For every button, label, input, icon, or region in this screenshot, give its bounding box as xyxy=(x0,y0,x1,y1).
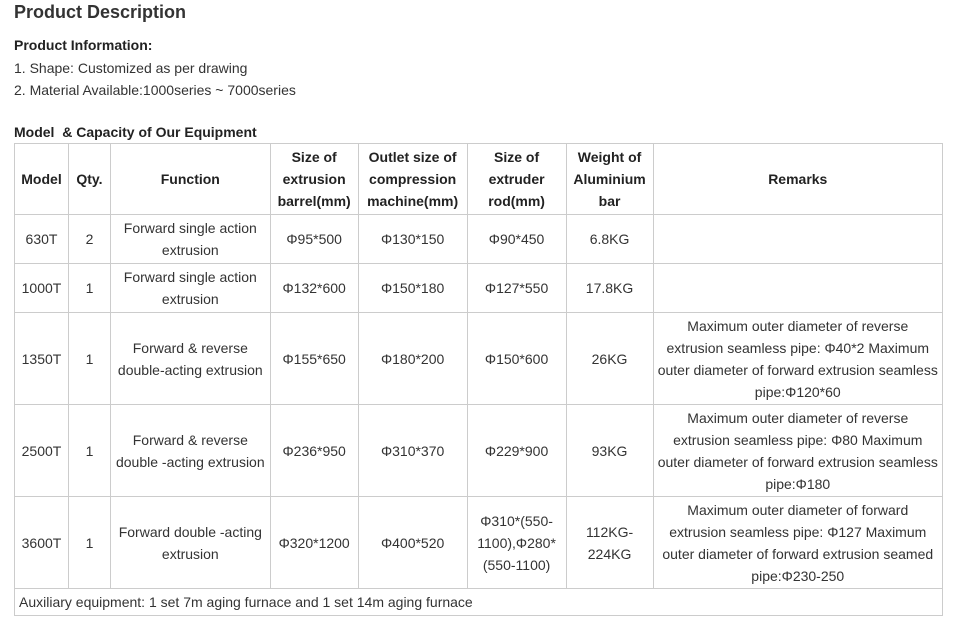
cell-qty: 1 xyxy=(68,405,110,497)
cell-qty: 1 xyxy=(68,313,110,405)
cell-bar-weight: 93KG xyxy=(566,405,653,497)
cell-barrel-size: Φ95*500 xyxy=(270,215,358,264)
info-item-material: 2. Material Available:1000series ~ 7000series xyxy=(14,82,296,98)
cell-model: 3600T xyxy=(15,497,69,589)
cell-function: Forward & reverse double -acting extrusion xyxy=(110,405,270,497)
product-information-heading: Product Information: xyxy=(14,37,153,53)
header-outlet-size: Outlet size of compression machine(mm) xyxy=(358,144,467,215)
page-title: Product Description xyxy=(14,2,187,22)
cell-remarks xyxy=(653,264,942,313)
cell-qty: 1 xyxy=(68,497,110,589)
table-row xyxy=(15,405,943,497)
cell-qty: 1 xyxy=(68,264,110,313)
info-item-shape: 1. Shape: Customized as per drawing xyxy=(14,60,248,76)
cell-bar-weight: 6.8KG xyxy=(566,215,653,264)
cell-model: 630T xyxy=(15,215,69,264)
table-header-row xyxy=(15,144,943,215)
table-row xyxy=(15,215,943,264)
cell-function: Forward double -acting extrusion xyxy=(110,497,270,589)
auxiliary-equipment-note: Auxiliary equipment: 1 set 7m aging furnace and 1 set 14m aging furnace xyxy=(15,589,943,616)
cell-remarks: Maximum outer diameter of reverse extrusion seamless pipe: Φ40*2 Maximum outer diameter of forward extrusion seamless pipe:Φ120*60 xyxy=(653,313,942,405)
table-row-auxiliary xyxy=(15,589,943,616)
cell-remarks: Maximum outer diameter of reverse extrusion seamless pipe: Φ80 Maximum outer diameter of forward extrusion seamless pipe:Φ180 xyxy=(653,405,942,497)
cell-rod-size: Φ90*450 xyxy=(467,215,566,264)
table-row xyxy=(15,313,943,405)
header-bar-weight: Weight of Aluminium bar xyxy=(566,144,653,215)
cell-qty: 2 xyxy=(68,215,110,264)
header-barrel-size: Size of extrusion barrel(mm) xyxy=(270,144,358,215)
header-model: Model xyxy=(15,144,69,215)
cell-barrel-size: Φ320*1200 xyxy=(270,497,358,589)
header-rod-size: Size of extruder rod(mm) xyxy=(467,144,566,215)
cell-outlet-size: Φ180*200 xyxy=(358,313,467,405)
header-remarks: Remarks xyxy=(653,144,942,215)
cell-barrel-size: Φ132*600 xyxy=(270,264,358,313)
cell-rod-size: Φ310*(550-1100),Φ280*(550-1100) xyxy=(467,497,566,589)
cell-remarks: Maximum outer diameter of forward extrusion seamless pipe: Φ127 Maximum outer diameter of forward extrusion seamed pipe:Φ230-250 xyxy=(653,497,942,589)
cell-function: Forward single action extrusion xyxy=(110,264,270,313)
cell-rod-size: Φ229*900 xyxy=(467,405,566,497)
cell-remarks xyxy=(653,215,942,264)
header-qty: Qty. xyxy=(68,144,110,215)
header-function: Function xyxy=(110,144,270,215)
table-row xyxy=(15,264,943,313)
cell-outlet-size: Φ130*150 xyxy=(358,215,467,264)
product-information-list xyxy=(14,57,296,101)
cell-outlet-size: Φ150*180 xyxy=(358,264,467,313)
equipment-table-heading: Model & Capacity of Our Equipment xyxy=(14,124,257,140)
cell-barrel-size: Φ155*650 xyxy=(270,313,358,405)
equipment-table xyxy=(14,143,943,616)
cell-model: 1000T xyxy=(15,264,69,313)
cell-rod-size: Φ150*600 xyxy=(467,313,566,405)
cell-model: 2500T xyxy=(15,405,69,497)
cell-outlet-size: Φ400*520 xyxy=(358,497,467,589)
cell-function: Forward single action extrusion xyxy=(110,215,270,264)
cell-bar-weight: 112KG-224KG xyxy=(566,497,653,589)
cell-outlet-size: Φ310*370 xyxy=(358,405,467,497)
cell-bar-weight: 26KG xyxy=(566,313,653,405)
cell-function: Forward & reverse double-acting extrusion xyxy=(110,313,270,405)
cell-bar-weight: 17.8KG xyxy=(566,264,653,313)
table-row xyxy=(15,497,943,589)
cell-model: 1350T xyxy=(15,313,69,405)
cell-barrel-size: Φ236*950 xyxy=(270,405,358,497)
cell-rod-size: Φ127*550 xyxy=(467,264,566,313)
